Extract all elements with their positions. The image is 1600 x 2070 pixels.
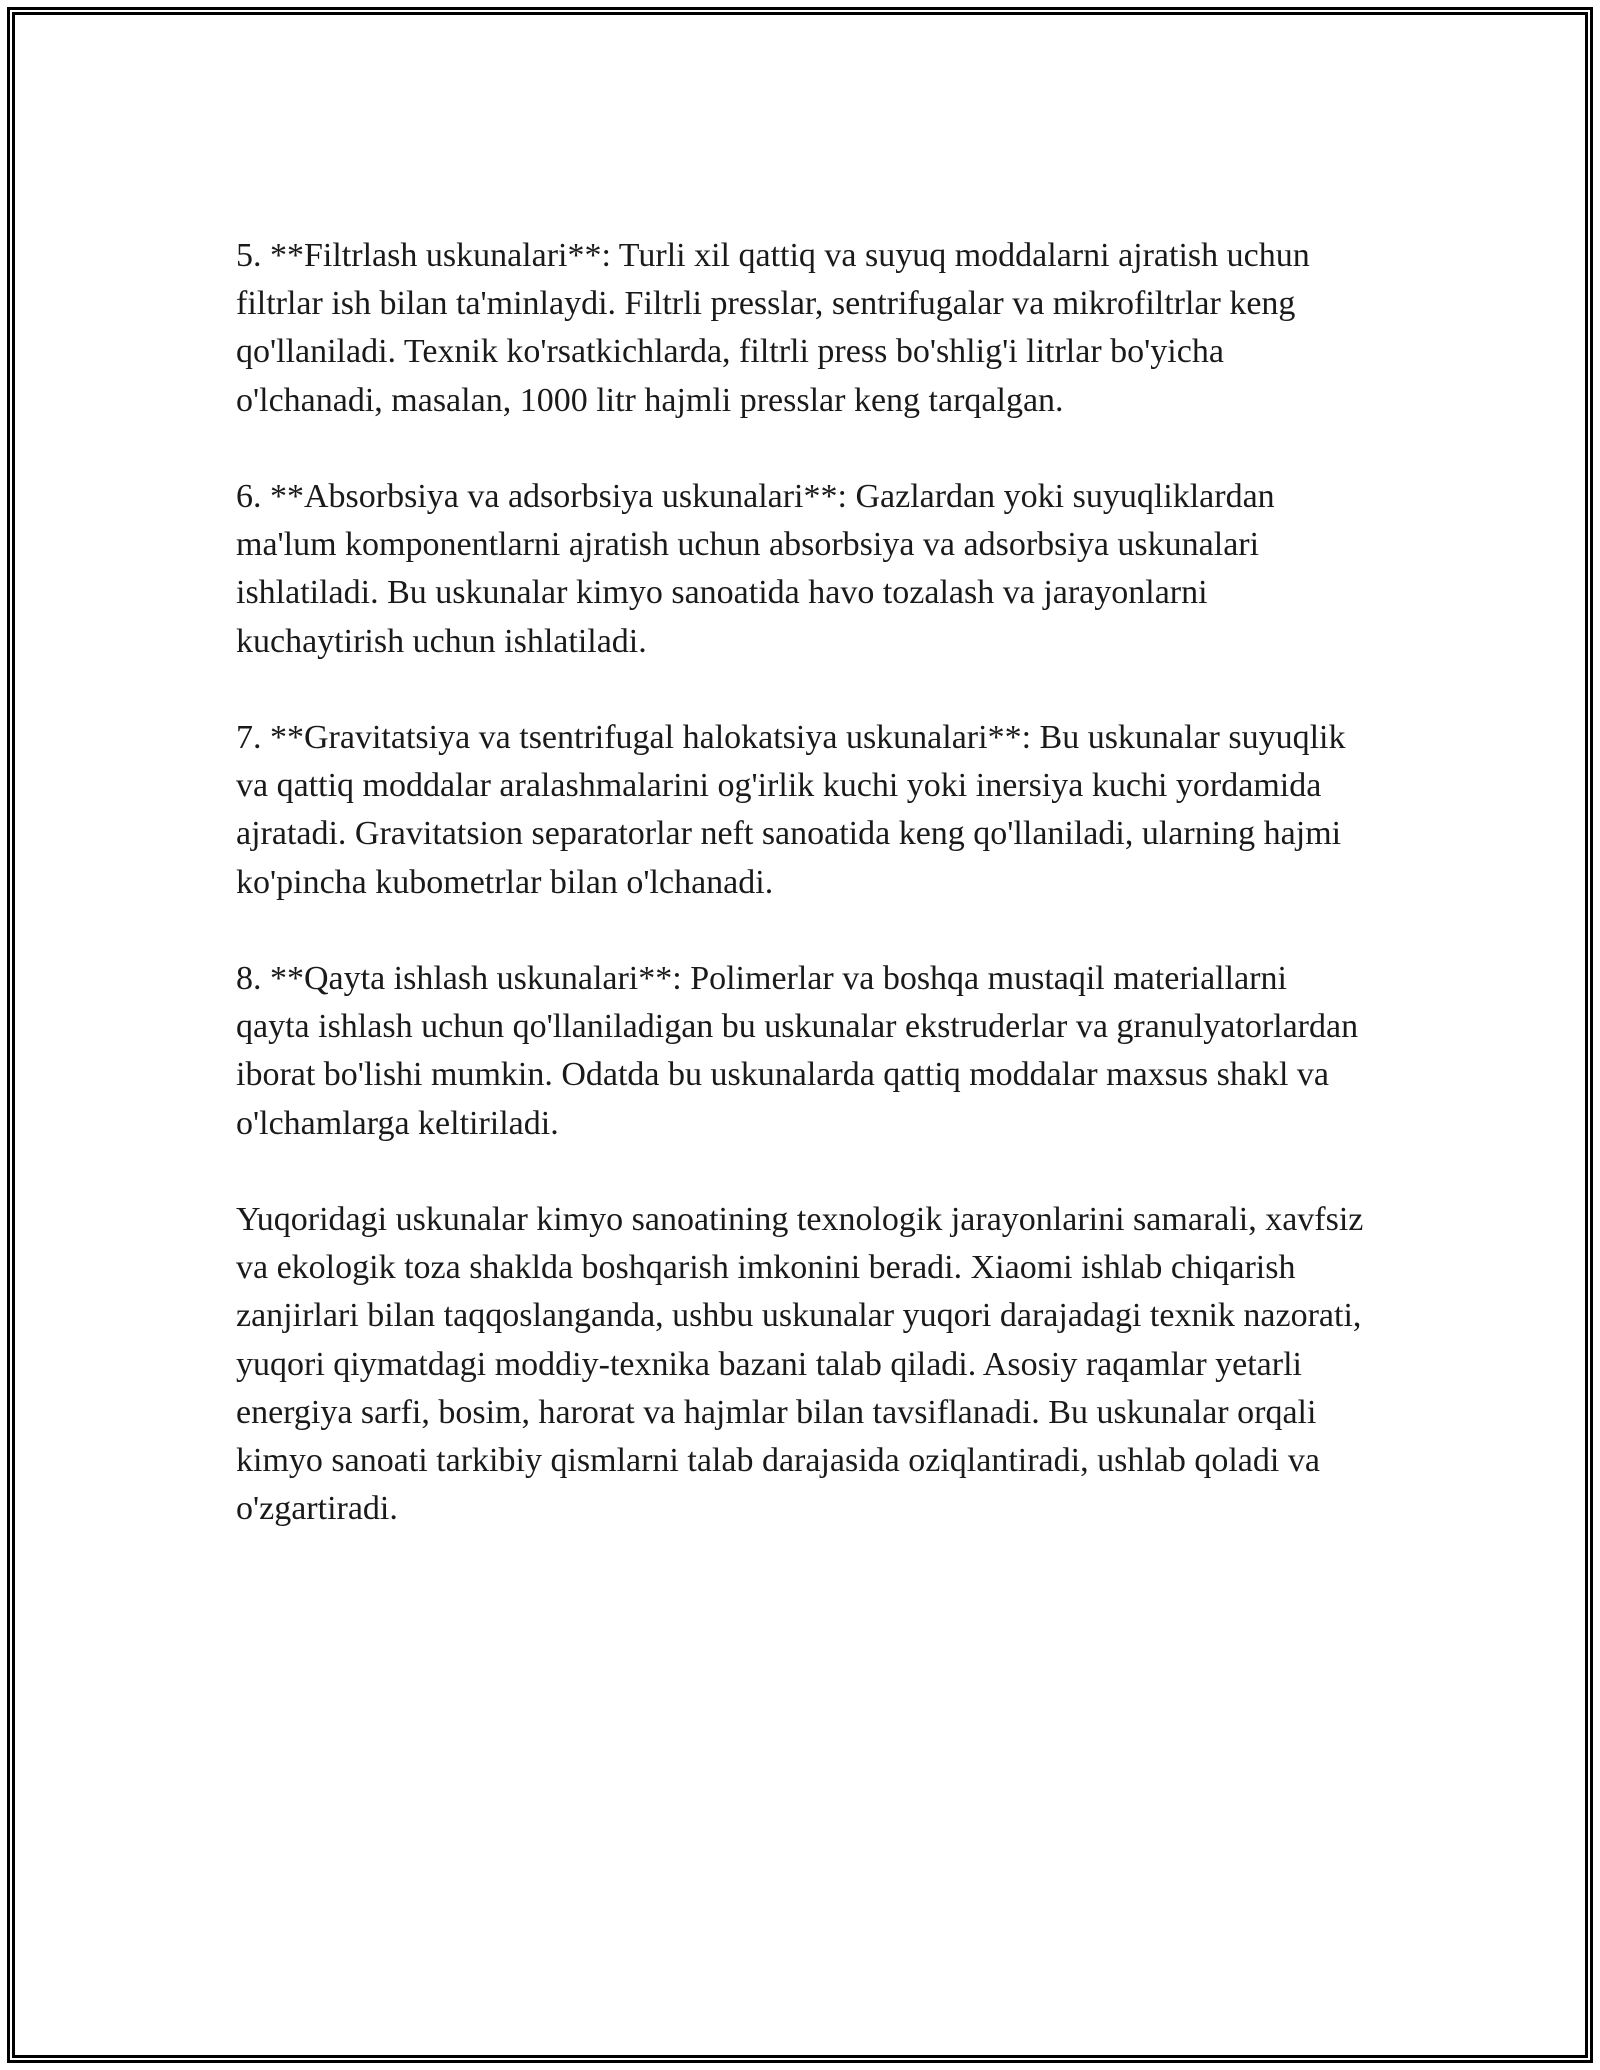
paragraph-absorption-equipment: 6. **Absorbsiya va adsorbsiya uskunalari**: Gazlardan yoki suyuqliklardan ma'lum komponentlarni ajratish uchun absorbsiya va adsorbsiya uskunalari ishlatiladi. Bu uskunalar kimyo sanoatida havo tozalash va jarayonlarni kuchaytirish uchun ishlatiladi.: [236, 478, 1275, 660]
paragraph-gravitation-equipment: 7. **Gravitatsiya va tsentrifugal halokatsiya uskunalari**: Bu uskunalar suyuqlik va qattiq moddalar aralashmalarini og'irlik kuchi yoki inersiya kuchi yordamida ajratadi. Gravitatsion separatorlar neft sanoatida keng qo'llaniladi, ularning hajmi ko'pincha kubometrlar bilan o'lchanadi.: [236, 719, 1346, 901]
paragraph-filtration-equipment: 5. **Filtrlash uskunalari**: Turli xil qattiq va suyuq moddalarni ajratish uchun filtrlar ish bilan ta'minlaydi. Filtrli presslar, sentrifugalar va mikrofiltrlar keng qo'llaniladi. Texnik ko'rsatkichlarda, filtrli press bo'shlig'i litrlar bo'yicha o'lchanadi, masalan, 1000 litr hajmli presslar keng tarqalgan.: [236, 237, 1310, 419]
paragraph-processing-equipment: 8. **Qayta ishlash uskunalari**: Polimerlar va boshqa mustaqil materiallarni qayta ishlash uchun qo'llaniladigan bu uskunalar ekstruderlar va granulyatorlardan iborat bo'lishi mumkin. Odatda bu uskunalarda qattiq moddalar maxsus shakl va o'lchamlarga keltiriladi.: [236, 960, 1359, 1142]
paragraph-conclusion: Yuqoridagi uskunalar kimyo sanoatining texnologik jarayonlarini samarali, xavfsiz va ekologik toza shaklda boshqarish imkonini beradi. Xiaomi ishlab chiqarish zanjirlari bilan taqqoslanganda, ushbu uskunalar yuqori darajadagi texnik nazorati, yuqori qiymatdagi moddiy-texnika bazani talab qiladi. Asosiy raqamlar yetarli energiya sarfi, bosim, harorat va hajmlar bilan tavsiflanadi. Bu uskunalar orqali kimyo sanoati tarkibiy qismlarni talab darajasida oziqlantiradi, ushlab qoladi va o'zgartiradi.: [236, 1201, 1364, 1528]
document-body: [236, 232, 1366, 1533]
